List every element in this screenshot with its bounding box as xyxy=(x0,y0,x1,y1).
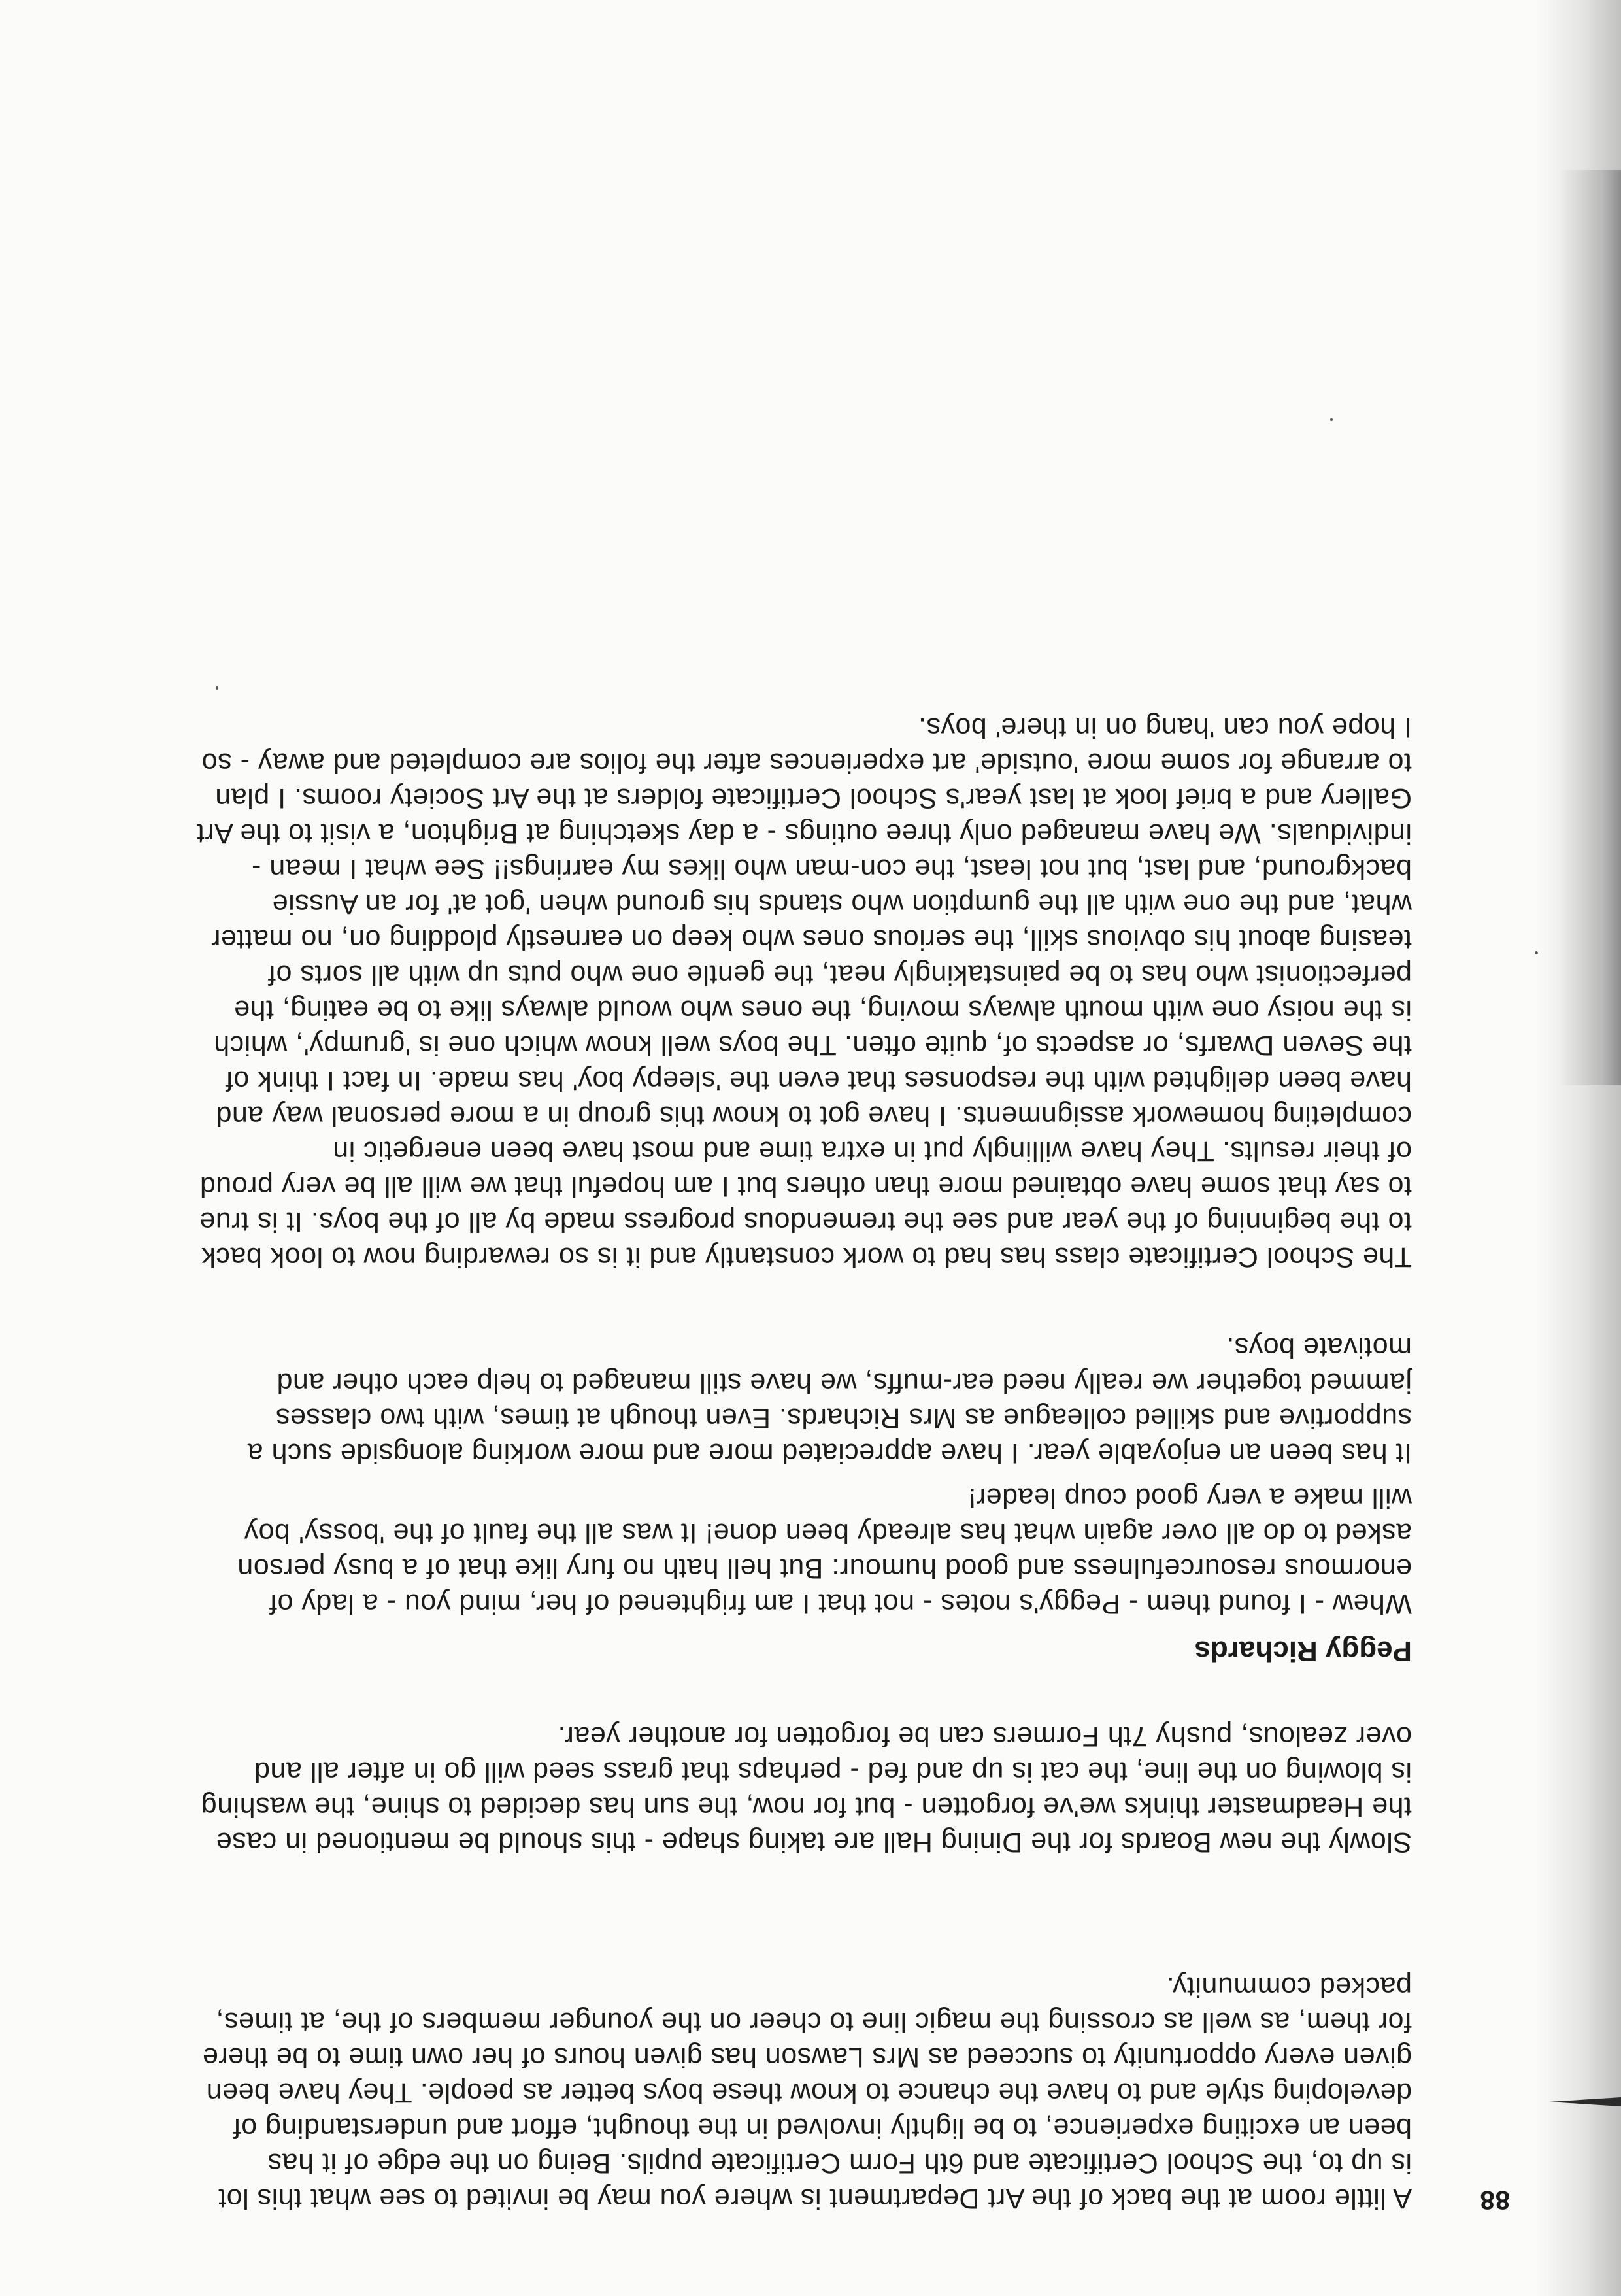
paragraph-peggys-notes: Whew - I found them - Peggy's notes - not that I am frightened of her, mind you - a lady of enormous resourcefulness and good humour: But hell hath no fury like that of a busy person asked to do all over again what has already been done! It was all the fault of the 'bossy' boy will make a very good coup leader! xyxy=(237,1482,1412,1619)
scan-speck xyxy=(1535,951,1538,954)
binding-band xyxy=(1559,170,1621,1085)
paragraph-art-room: A little room at the back of the Art Department is where you may be invited to see what this lot is up to, the School Certificate and 6th Form Certificate pupils. Being on the edge of it has been an exciting experience, to be lightly involved in the thought, effort and understanding of developing style and to have the chance to know these boys better as people. They have been given every opportunity to succeed as Mrs Lawson has given hours of her own time to be there for them, as well as crossing the magic line to cheer on the younger members of the, at times, packed community. xyxy=(202,1971,1412,2214)
section-heading-author: Peggy Richards xyxy=(1194,1635,1412,1667)
paragraph-school-certificate-class: The School Certificate class has had to work constantly and it is so rewarding now to look back to the beginning of the year and see the tremendous progress made by all of the boys. It is true to say that some have obtained more than others but I am hopeful that we will all be very proud of their results. They have willingly put in extra time and most have been energetic in completing homework assignments. I have got to know this group in a more personal way and have been delighted with the responses that even the 'sleepy boy' has made. In fact I think of the Seven Dwarfs, or aspects of, quite often. The boys well know which one is 'grumpy', which is the noisy one with mouth always moving, the ones who would always like to be eating, the perfectionist who has to be painstakingly neat, the gentle one who puts up with all sorts of teasing about his obvious skill, the serious ones who keep on earnestly plodding on, no matter what, and the one with all the gumption who stands his ground when 'got at' for an Aussie background, and last, but not least, the con-man who likes my earrings!! See what I mean - individuals. We have managed only three outings - a day sketching at Brighton, a visit to the Art Gallery and a brief look at last year's School Certificate folders at the Art Society rooms. I plan to arrange for some more 'outside' art experiences after the folios are completed and away - so I hope you can 'hang on in there' boys. xyxy=(196,712,1412,1273)
document-page-rotated xyxy=(196,248,1510,2216)
paragraph-enjoyable-year: It has been an enjoyable year. I have appreciated more and more working alongside such a supportive and skilled colleague as Mrs Richards. Even though at times, with two classes jammed together we really need ear-muffs, we have still managed to help each other and motivate boys. xyxy=(247,1332,1412,1469)
paragraph-dining-hall-boards: Slowly the new Boards for the Dining Hall are taking shape - this should be mentioned in case the Headmaster thinks we've forgotten - but for now, the sun has decided to shine, the washing is blowing on the line, the cat is up and fed - perhaps that grass seed will go in after all and over zealous, pushy 7th Formers can be forgotten for another year. xyxy=(201,1721,1412,1858)
page-number: 88 xyxy=(1479,2186,1510,2214)
